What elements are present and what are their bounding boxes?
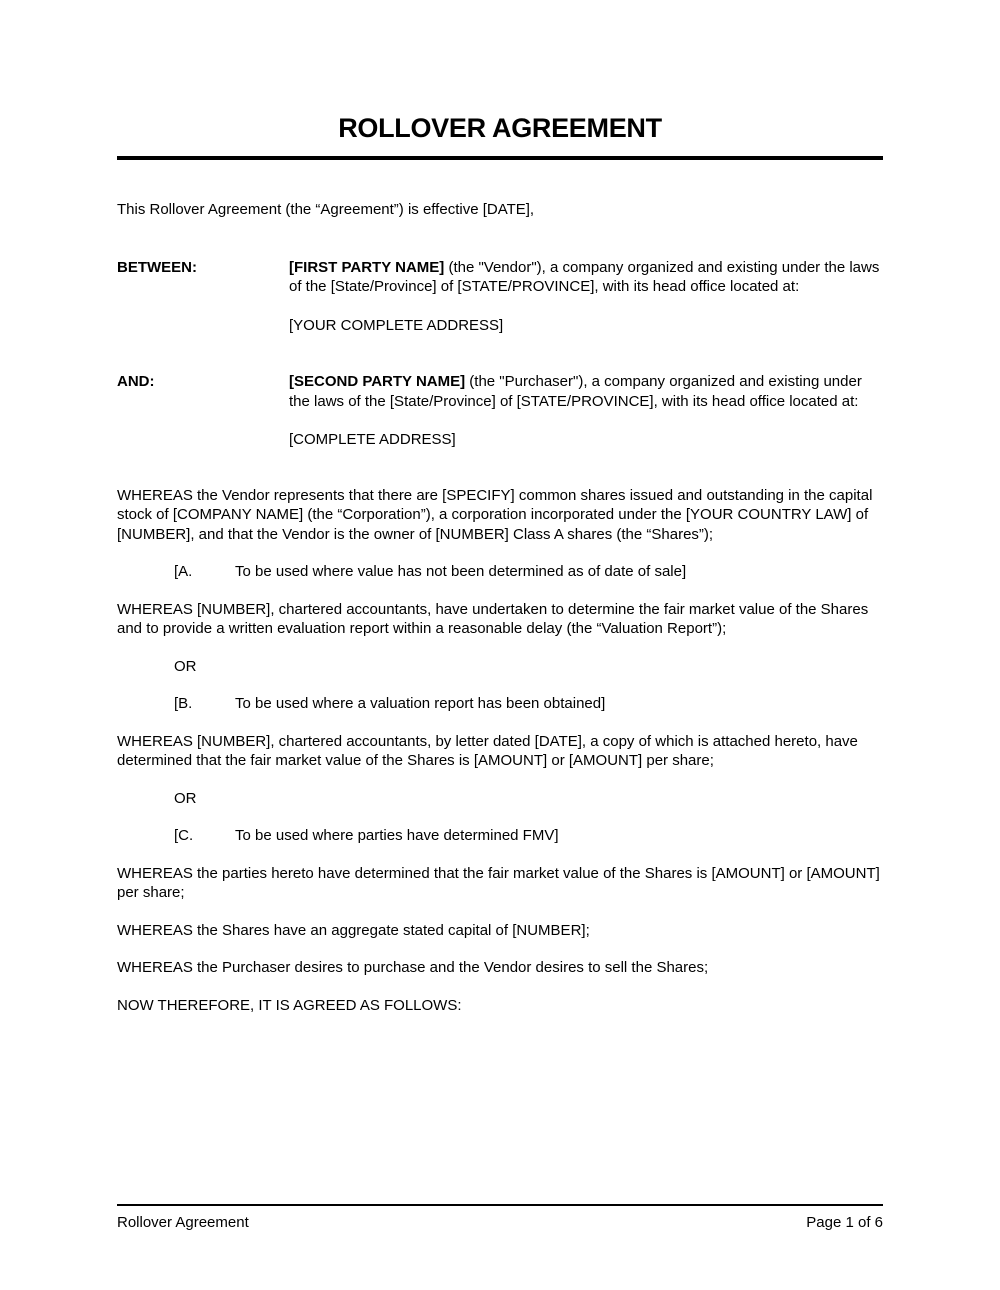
footer-page-number: Page 1 of 6 xyxy=(806,1214,883,1231)
option-b-clause xyxy=(174,694,883,714)
and-description xyxy=(289,372,883,411)
and-label: AND: xyxy=(117,373,155,390)
option-a-text: To be used where value has not been determined as of date of sale] xyxy=(235,563,687,580)
whereas-capital-paragraph: WHEREAS the Shares have an aggregate stated capital of [NUMBER]; xyxy=(117,921,590,939)
footer-rule xyxy=(117,1204,883,1206)
option-c-marker: [C. xyxy=(174,827,194,844)
option-b-text: To be used where a valuation report has been obtained] xyxy=(235,695,606,712)
whereas-purchase-paragraph: WHEREAS the Purchaser desires to purchase and the Vendor desires to sell the Shares; xyxy=(117,959,709,976)
page-footer xyxy=(117,1204,883,1233)
option-a-clause xyxy=(174,562,883,582)
title-rule xyxy=(117,156,883,160)
and-description-rest: (the "Purchaser"), a company organized and existing under the laws of the [State/Province] of [STATE/PROVINCE], with its head office located at: xyxy=(289,373,862,410)
whereas-shares-paragraph: WHEREAS the Vendor represents that there are [SPECIFY] common shares issued and outstanding in the capital stock of [COMPANY NAME] (the “Corporation”), a corporation incorporated under the [YOUR COUNTRY LAW] of [NUMBER], and that the Vendor is the owner of [NUMBER] Class A shares (the “Shares”); xyxy=(117,486,873,543)
party-between-block xyxy=(117,258,883,297)
between-description xyxy=(289,258,883,297)
footer-row xyxy=(117,1213,883,1233)
second-party-name: [SECOND PARTY NAME] xyxy=(289,373,466,390)
party-and-block xyxy=(117,372,883,411)
whereas-fmv-paragraph: WHEREAS the parties hereto have determined that the fair market value of the Shares is [AMOUNT] or [AMOUNT] per share; xyxy=(117,864,880,901)
intro-paragraph: This Rollover Agreement (the “Agreement”) is effective [DATE], xyxy=(117,201,535,218)
or-separator-1: OR xyxy=(174,657,197,675)
whereas-valuation-paragraph: WHEREAS [NUMBER], chartered accountants, have undertaken to determine the fair market value of the Shares and to provide a written evaluation report within a reasonable delay (the “Valuation Report”); xyxy=(117,600,869,637)
whereas-letter-paragraph: WHEREAS [NUMBER], chartered accountants, by letter dated [DATE], a copy of which is attached hereto, have determined that the fair market value of the Shares is [AMOUNT] or [AMOUNT] per share; xyxy=(117,732,858,769)
footer-document-name: Rollover Agreement xyxy=(117,1214,249,1231)
first-party-name: [FIRST PARTY NAME] xyxy=(289,258,445,276)
between-description-rest: (the "Vendor"), a company organized and existing under the laws of the [State/Province] of [STATE/PROVINCE], with its head office located at: xyxy=(289,258,880,295)
document-content xyxy=(117,0,883,1015)
second-party-address-placeholder: [COMPLETE ADDRESS] xyxy=(289,431,456,448)
option-b-marker: [B. xyxy=(174,695,193,712)
between-label: BETWEEN: xyxy=(117,258,197,276)
option-c-text: To be used where parties have determined FMV] xyxy=(235,827,559,844)
option-a-marker: [A. xyxy=(174,563,193,580)
now-therefore-paragraph: NOW THEREFORE, IT IS AGREED AS FOLLOWS: xyxy=(117,996,462,1014)
option-c-clause xyxy=(174,826,883,846)
or-separator-2: OR xyxy=(174,789,197,807)
first-party-address-placeholder: [YOUR COMPLETE ADDRESS] xyxy=(289,316,504,334)
page-title: ROLLOVER AGREEMENT xyxy=(338,113,662,143)
